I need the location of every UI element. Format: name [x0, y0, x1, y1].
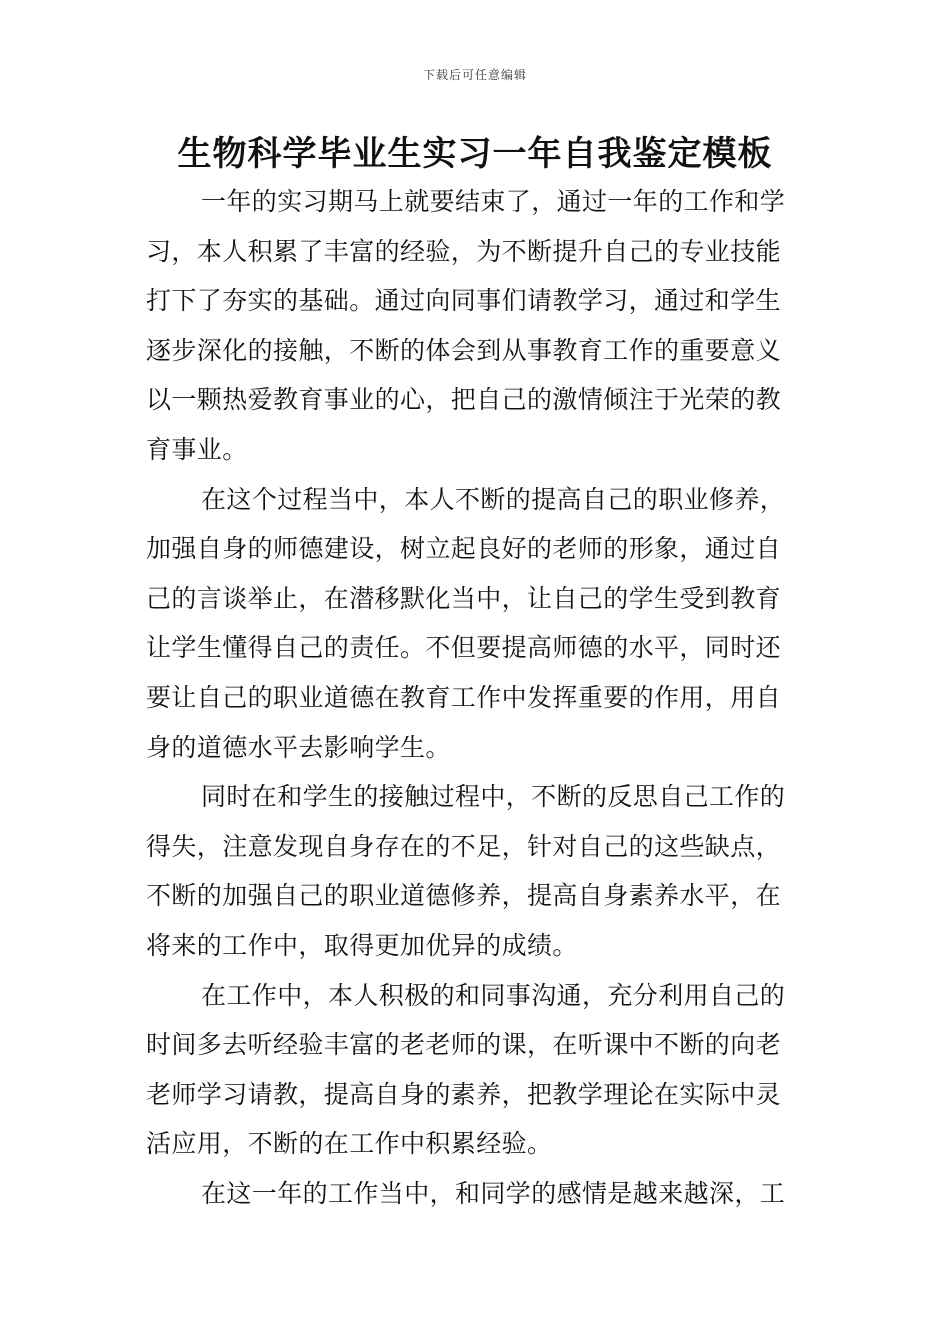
body-line: 在这一年的工作当中，和同学的感情是越来越深，工: [201, 1178, 786, 1208]
body-line: 时间多去听经验丰富的老老师的课，在听课中不断的向老: [146, 1030, 782, 1060]
body-line: 加强自身的师德建设，树立起良好的老师的形象，通过自: [146, 534, 782, 564]
body-line: 要让自己的职业道德在教育工作中发挥重要的作用，用自: [146, 682, 782, 712]
body-line: 老师学习请教，提高自身的素养，把教学理论在实际中灵: [146, 1079, 782, 1109]
body-line: 让学生懂得自己的责任。不但要提高师德的水平，同时还: [146, 633, 782, 663]
body-line: 得失，注意发现自身存在的不足，针对自己的这些缺点，: [146, 831, 782, 861]
body-line: 逐步深化的接触，不断的体会到从事教育工作的重要意义: [146, 335, 782, 365]
body-line: 习，本人积累了丰富的经验，为不断提升自己的专业技能: [146, 236, 782, 266]
body-line: 将来的工作中，取得更加优异的成绩。: [146, 930, 578, 960]
document-body: [146, 177, 806, 1218]
body-line: 己的言谈举止，在潜移默化当中，让自己的学生受到教育: [146, 583, 782, 613]
body-line: 同时在和学生的接触过程中，不断的反思自己工作的: [201, 782, 786, 812]
body-line: 在这个过程当中，本人不断的提高自己的职业修养，: [201, 484, 786, 514]
document-title: 生物科学毕业生实习一年自我鉴定模板: [177, 134, 773, 174]
body-line: 以一颗热爱教育事业的心，把自己的激情倾注于光荣的教: [146, 385, 782, 415]
body-line: 活应用，不断的在工作中积累经验。: [146, 1129, 553, 1159]
body-line: 在工作中，本人积极的和同事沟通，充分利用自己的: [201, 980, 786, 1010]
body-line: 打下了夯实的基础。通过向同事们请教学习，通过和学生: [146, 286, 782, 316]
body-line: 育事业。: [146, 434, 248, 464]
body-line: 身的道德水平去影响学生。: [146, 732, 451, 762]
body-line: 一年的实习期马上就要结束了，通过一年的工作和学: [201, 187, 786, 216]
body-line: 不断的加强自己的职业道德修养，提高自身素养水平，在: [146, 881, 782, 911]
header-note: 下载后可任意编辑: [422, 68, 527, 82]
